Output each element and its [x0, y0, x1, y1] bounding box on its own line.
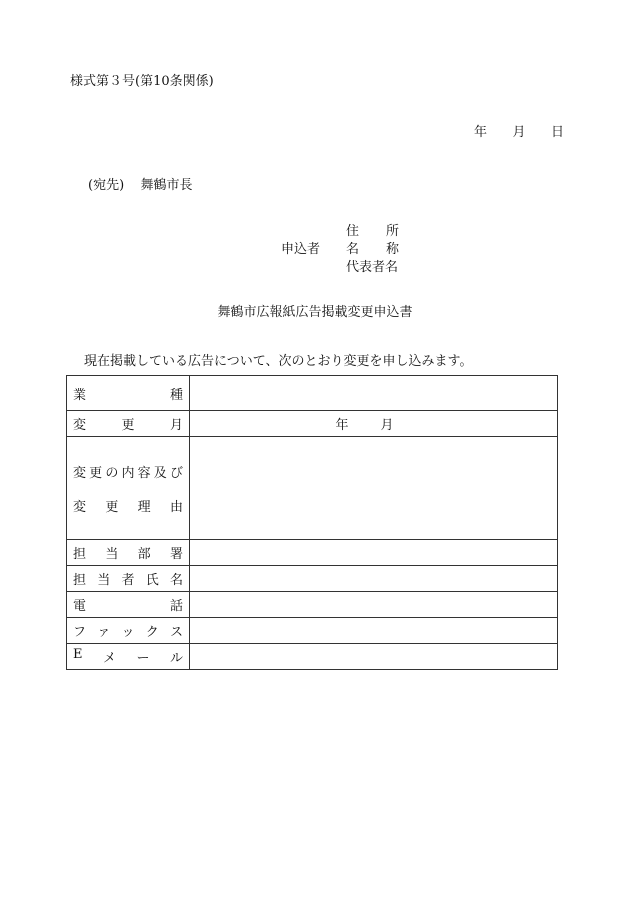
label-char: ス — [169, 625, 183, 640]
applicant-name-char: 名 — [346, 242, 360, 257]
applicant-representative-label: 代表者名 — [346, 260, 399, 275]
table-row — [67, 618, 558, 644]
table-row — [67, 376, 558, 411]
department-label — [67, 540, 190, 566]
label-char: 容 — [137, 465, 151, 481]
applicant-name-char: 称 — [385, 242, 399, 257]
label-char: 担 — [73, 547, 87, 562]
label-char: 当 — [105, 547, 119, 562]
label-char: ッ — [121, 625, 135, 640]
label-char: メ — [102, 651, 116, 666]
label-char: 名 — [169, 573, 183, 588]
label-char: 月 — [169, 418, 183, 433]
label-char: ー — [136, 651, 150, 666]
label-char: E — [73, 647, 83, 662]
form-number: 様式第３号(第10条関係) — [70, 74, 214, 89]
label-char: フ — [73, 625, 87, 640]
form-table — [66, 375, 558, 670]
label-char: 部 — [137, 547, 151, 562]
contact-person-label — [67, 566, 190, 592]
date-month-label: 月 — [512, 125, 526, 140]
intro-text: 現在掲載している広告について、次のとおり変更を申し込みます。 — [84, 354, 473, 369]
fax-field[interactable] — [190, 618, 558, 644]
table-row — [67, 566, 558, 592]
applicant-label: 申込者 — [281, 242, 321, 257]
applicant-address-label — [346, 225, 399, 238]
change-month-label — [67, 411, 190, 437]
label-char: 変 — [73, 499, 87, 515]
applicant-name-label — [346, 243, 399, 256]
table-row — [67, 592, 558, 618]
date-year-label: 年 — [474, 125, 488, 140]
label-char: 業 — [73, 387, 87, 403]
label-char: 理 — [137, 499, 151, 515]
label-char: 更 — [105, 499, 119, 515]
label-char: 種 — [169, 387, 183, 403]
contact-person-field[interactable] — [190, 566, 558, 592]
change-month-field[interactable] — [190, 411, 558, 437]
date-line — [474, 126, 564, 139]
document-title: 舞鶴市広報紙広告掲載変更申込書 — [217, 305, 413, 320]
label-char: 氏 — [145, 573, 159, 588]
fax-label — [67, 618, 190, 644]
email-label — [67, 644, 190, 670]
label-char: 話 — [169, 599, 183, 614]
label-char: 及 — [153, 465, 167, 481]
label-char: 更 — [121, 418, 135, 433]
label-char: の — [105, 465, 119, 481]
label-char: 電 — [73, 599, 87, 614]
applicant-address-char: 住 — [346, 224, 360, 239]
table-row — [67, 540, 558, 566]
label-char: 内 — [121, 465, 135, 481]
change-content-field[interactable] — [190, 437, 558, 540]
label-char: ァ — [97, 625, 111, 640]
phone-label — [67, 592, 190, 618]
label-char: 担 — [73, 573, 87, 588]
addressee — [88, 179, 192, 192]
table-row — [67, 411, 558, 437]
change-month-month-label: 月 — [380, 418, 394, 433]
label-char: ル — [169, 651, 183, 666]
label-char: 更 — [89, 465, 103, 481]
industry-field[interactable] — [190, 376, 558, 411]
department-field[interactable] — [190, 540, 558, 566]
change-month-year-label: 年 — [335, 418, 349, 433]
table-row — [67, 644, 558, 670]
label-char: 変 — [73, 418, 87, 433]
date-day-label: 日 — [550, 125, 564, 140]
label-char: 変 — [73, 465, 87, 481]
email-field[interactable] — [190, 644, 558, 670]
applicant-address-char: 所 — [385, 224, 399, 239]
label-char: 署 — [169, 547, 183, 562]
label-char: 由 — [169, 499, 183, 515]
label-char: び — [169, 465, 183, 481]
addressee-name: 舞鶴市長 — [140, 178, 193, 193]
industry-label — [67, 376, 190, 411]
label-char: ク — [145, 625, 159, 640]
addressee-prefix: (宛先) — [88, 178, 125, 193]
change-content-label — [67, 437, 190, 540]
phone-field[interactable] — [190, 592, 558, 618]
table-row — [67, 437, 558, 540]
label-char: 当 — [97, 573, 111, 588]
label-char: 者 — [121, 573, 135, 588]
